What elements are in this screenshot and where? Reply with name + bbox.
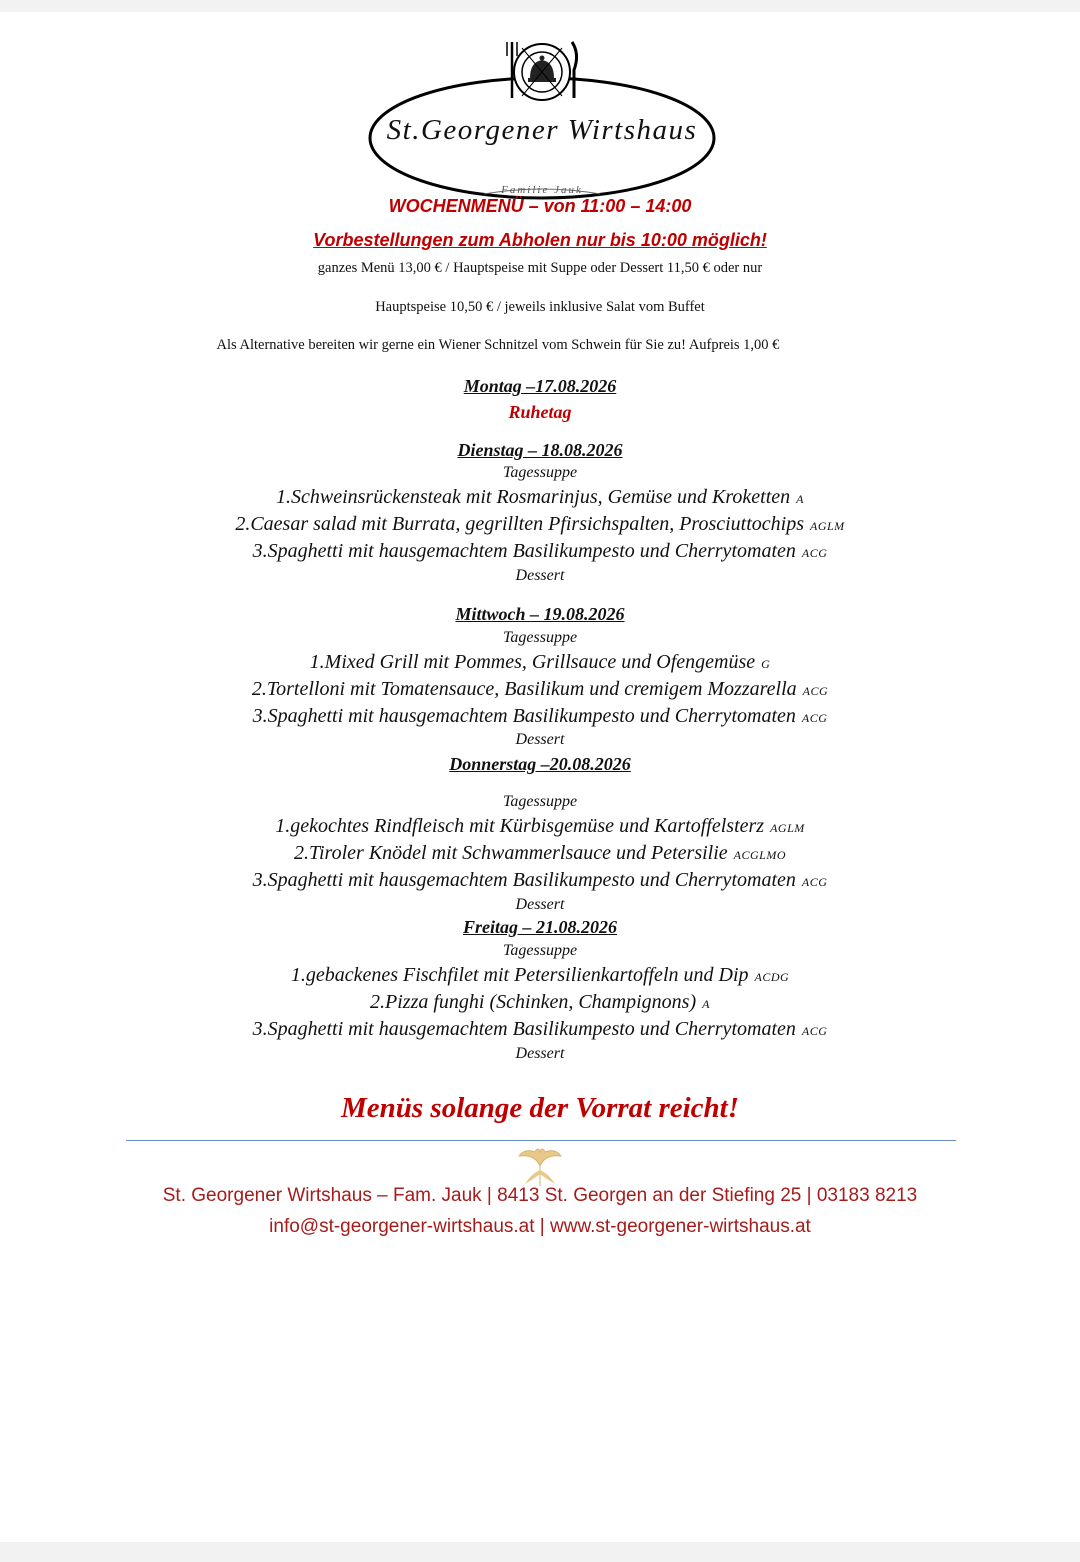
dish-item: 2.Tiroler Knödel mit Schwammerlsauce und Petersilie ACGLMO xyxy=(293,842,786,864)
dish-item: 2.Tortelloni mit Tomatensauce, Basilikum und cremigem Mozzarella ACG xyxy=(251,678,829,700)
dish-item: 2.Caesar salad mit Burrata, gegrillten Pfirsichspalten, Prosciuttochips AGLM xyxy=(235,513,845,535)
soup-label: Tagessuppe xyxy=(502,793,578,810)
day-heading-wednesday: Mittwoch – 19.08.2026 xyxy=(455,604,625,624)
alternative-note: Als Alternative bereiten wir gerne ein Wiener Schnitzel vom Schwein für Sie zu! Aufpreis 1,00 € xyxy=(216,337,780,353)
dessert-label: Dessert xyxy=(515,567,565,584)
allergen-codes: ACGLMO xyxy=(733,848,786,862)
dish-item: 3.Spaghetti mit hausgemachtem Basilikumpesto und Cherrytomaten ACG xyxy=(252,1018,828,1040)
dish-item: 1.gekochtes Rindfleisch mit Kürbisgemüse und Kartoffelsterz AGLM xyxy=(275,815,805,837)
dish-item: 3.Spaghetti mit hausgemachtem Basilikumpesto und Cherrytomaten ACG xyxy=(252,540,828,562)
footer-divider xyxy=(126,1140,956,1141)
day-heading-tuesday: Dienstag – 18.08.2026 xyxy=(457,440,623,460)
footer-contact: info@st-georgener-wirtshaus.at | www.st-georgener-wirtshaus.at xyxy=(269,1216,811,1237)
dish-item: 1.Schweinsrückensteak mit Rosmarinjus, Gemüse und Kroketten A xyxy=(275,486,804,508)
dish-item: 1.Mixed Grill mit Pommes, Grillsauce und Ofengemüse G xyxy=(309,651,771,673)
allergen-codes: ACG xyxy=(801,711,828,725)
day-heading-friday: Freitag – 21.08.2026 xyxy=(462,917,617,937)
day-heading-monday: Montag –17.08.2026 xyxy=(463,376,617,396)
soup-label: Tagessuppe xyxy=(502,942,578,959)
restaurant-logo xyxy=(364,34,720,206)
price-line-2: Hauptspeise 10,50 € / jeweils inklusive Salat vom Buffet xyxy=(375,299,705,315)
allergen-codes: ACDG xyxy=(754,970,790,984)
allergen-codes: ACG xyxy=(802,684,829,698)
closing-note: Menüs solange der Vorrat reicht! xyxy=(340,1092,739,1124)
allergen-codes: G xyxy=(761,657,771,671)
dessert-label: Dessert xyxy=(515,896,565,913)
dish-item: 3.Spaghetti mit hausgemachtem Basilikumpesto und Cherrytomaten ACG xyxy=(252,869,828,891)
menu-title: WOCHENMENÜ – von 11:00 – 14:00 xyxy=(388,196,692,216)
allergen-codes: AGLM xyxy=(770,821,805,835)
dessert-label: Dessert xyxy=(515,1045,565,1062)
dish-item: 3.Spaghetti mit hausgemachtem Basilikumpesto und Cherrytomaten ACG xyxy=(252,705,828,727)
soup-label: Tagessuppe xyxy=(502,464,578,481)
dessert-label: Dessert xyxy=(515,731,565,748)
rest-day-note: Ruhetag xyxy=(508,402,572,422)
allergen-codes: A xyxy=(796,492,804,506)
footer-address: St. Georgener Wirtshaus – Fam. Jauk | 8413 St. Georgen an der Stiefing 25 | 03183 8213 xyxy=(162,1185,918,1206)
allergen-codes: ACG xyxy=(801,546,828,560)
logo-title: St.Georgener Wirtshaus xyxy=(386,114,698,146)
logo-signature: Familie Jauk xyxy=(501,184,583,196)
dish-item: 1.gebackenes Fischfilet mit Petersilienkartoffeln und Dip ACDG xyxy=(290,964,790,986)
golden-leaf-ornament-icon xyxy=(505,1144,575,1188)
allergen-codes: A xyxy=(702,997,710,1011)
allergen-codes: ACG xyxy=(801,875,828,889)
preorder-note: Vorbestellungen zum Abholen nur bis 10:00 möglich! xyxy=(313,230,767,250)
price-line-1: ganzes Menü 13,00 € / Hauptspeise mit Suppe oder Dessert 11,50 € oder nur xyxy=(317,260,763,276)
menu-page xyxy=(0,12,1080,1542)
day-heading-thursday: Donnerstag –20.08.2026 xyxy=(449,754,631,774)
soup-label: Tagessuppe xyxy=(502,629,578,646)
allergen-codes: ACG xyxy=(801,1024,828,1038)
allergen-codes: AGLM xyxy=(810,519,845,533)
dish-item: 2.Pizza funghi (Schinken, Champignons) A xyxy=(370,991,710,1013)
